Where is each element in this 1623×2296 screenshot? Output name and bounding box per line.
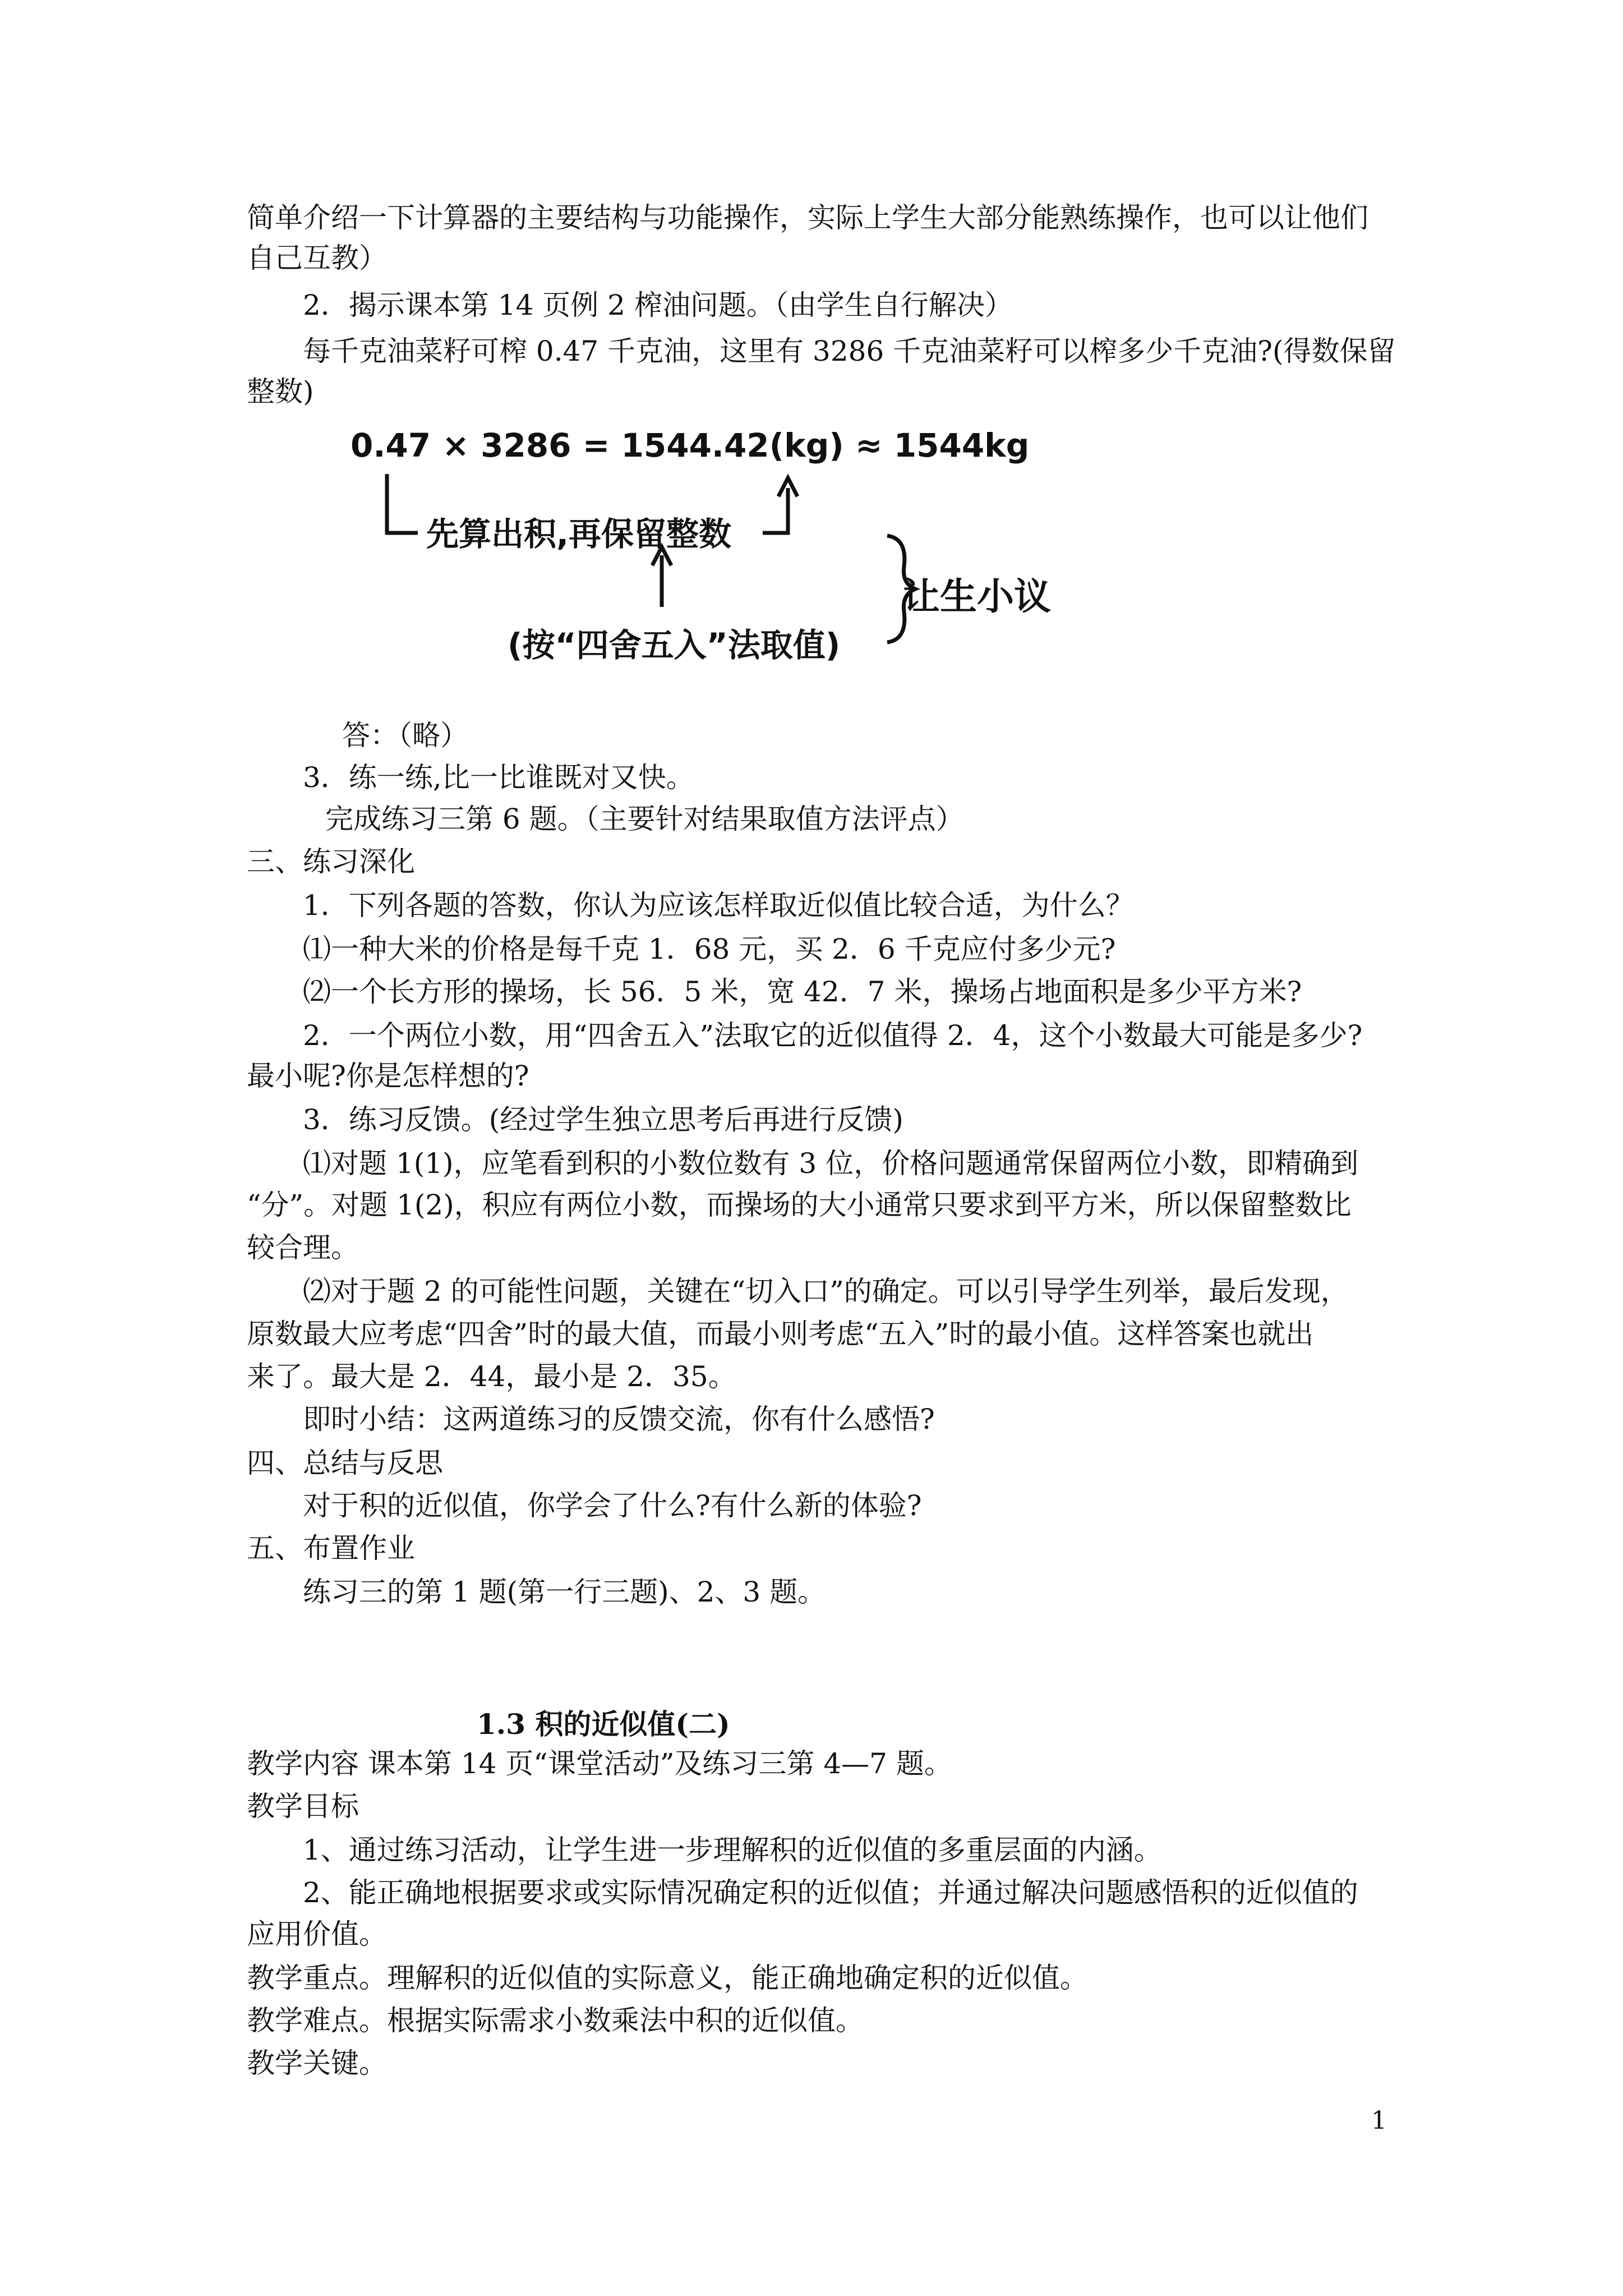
text-line: 2．揭示课本第 14 页例 2 榨油问题。（由学生自行解决） — [303, 289, 1013, 321]
right-bracket-line — [763, 488, 788, 533]
text-line: 完成练习三第 6 题。（主要针对结果取值方法评点） — [325, 803, 964, 835]
curly-brace — [887, 536, 915, 642]
text-line: 3．练一练,比一比谁既对又快。 — [303, 761, 694, 794]
text-line: 教学关键。 — [247, 2047, 387, 2079]
text-line: 练习三的第 1 题(第一行三题)、2、3 题。 — [303, 1576, 826, 1608]
text-line: 1、通过练习活动，让学生进一步理解积的近似值的多重层面的内涵。 — [303, 1834, 1162, 1866]
section-heading: 四、总结与反思 — [247, 1447, 443, 1479]
text-line: 自己互教） — [247, 242, 387, 274]
text-line: 较合理。 — [247, 1231, 359, 1264]
text-line: ⑴对题 1(1)，应笔看到积的小数位数有 3 位，价格问题通常保留两位小数，即精确到 — [303, 1147, 1359, 1180]
text-line: 3．练习反馈。(经过学生独立思考后再进行反馈) — [303, 1103, 903, 1136]
section-heading: 教学目标 — [247, 1790, 359, 1823]
formula-discussion-note: 让生小议 — [903, 575, 1051, 618]
text-line: 来了。最大是 2．44，最小是 2．35。 — [247, 1360, 736, 1393]
text-line: 应用价值。 — [247, 1918, 387, 1950]
text-line: 2．一个两位小数，用“四舍五入”法取它的近似值得 2．4，这个小数最大可能是多少? — [303, 1019, 1363, 1052]
text-line: ⑵对于题 2 的可能性问题，关键在“切入口”的确定。可以引导学生列举，最后发现， — [303, 1275, 1349, 1308]
formula-rounding-note: (按“四舍五入”法取值) — [508, 626, 841, 664]
section-heading: 五、布置作业 — [247, 1532, 415, 1565]
text-line: 教学重点。理解积的近似值的实际意义，能正确地确定积的近似值。 — [247, 1962, 1088, 1994]
text-line: 教学难点。根据实际需求小数乘法中积的近似值。 — [247, 2004, 864, 2037]
text-line: 对于积的近似值，你学会了什么?有什么新的体验? — [303, 1489, 922, 1522]
page-number: 1 — [1371, 2106, 1387, 2135]
text-line: ⑵一个长方形的操场，长 56．5 米，宽 42．7 米，操场占地面积是多少平方米? — [303, 976, 1302, 1008]
formula-step-note: 先算出积,再保留整数 — [426, 515, 732, 553]
lesson-title: 1.3 积的近似值(二) — [477, 1708, 730, 1741]
text-line: 即时小结：这两道练习的反馈交流，你有什么感悟? — [303, 1403, 935, 1435]
text-line: 1．下列各题的答数，你认为应该怎样取近似值比较合适，为什么？ — [303, 889, 1134, 922]
section-heading: 三、练习深化 — [247, 845, 415, 878]
text-line: 每千克油菜籽可榨 0.47 千克油，这里有 3286 千克油菜籽可以榨多少千克油?(得数保留 — [303, 335, 1396, 367]
text-line: 整数) — [247, 375, 314, 408]
text-line: 最小呢?你是怎样想的? — [247, 1060, 529, 1092]
text-line: “分”。对题 1(2)，积应有两位小数，而操场的大小通常只要求到平方米，所以保留整数比 — [247, 1189, 1352, 1221]
text-line: 原数最大应考虑“四舍”时的最大值，而最小则考虑“五入”时的最小值。这样答案也就出 — [247, 1318, 1314, 1350]
text-line: 2、能正确地根据要求或实际情况确定积的近似值；并通过解决问题感悟积的近似值的 — [303, 1876, 1358, 1909]
text-line: 答：（略） — [342, 719, 468, 752]
formula-expression: 0.47 × 3286 = 1544.42(kg) ≈ 1544kg — [351, 426, 1030, 464]
text-line: 简单介绍一下计算器的主要结构与功能操作，实际上学生大部分能熟练操作，也可以让他们 — [247, 201, 1368, 234]
left-bracket-line — [387, 474, 418, 533]
text-line: ⑴一种大米的价格是每千克 1．68 元，买 2．6 千克应付多少元? — [303, 933, 1116, 965]
text-line: 教学内容 课本第 14 页“课堂活动”及练习三第 4—7 题。 — [247, 1747, 952, 1780]
